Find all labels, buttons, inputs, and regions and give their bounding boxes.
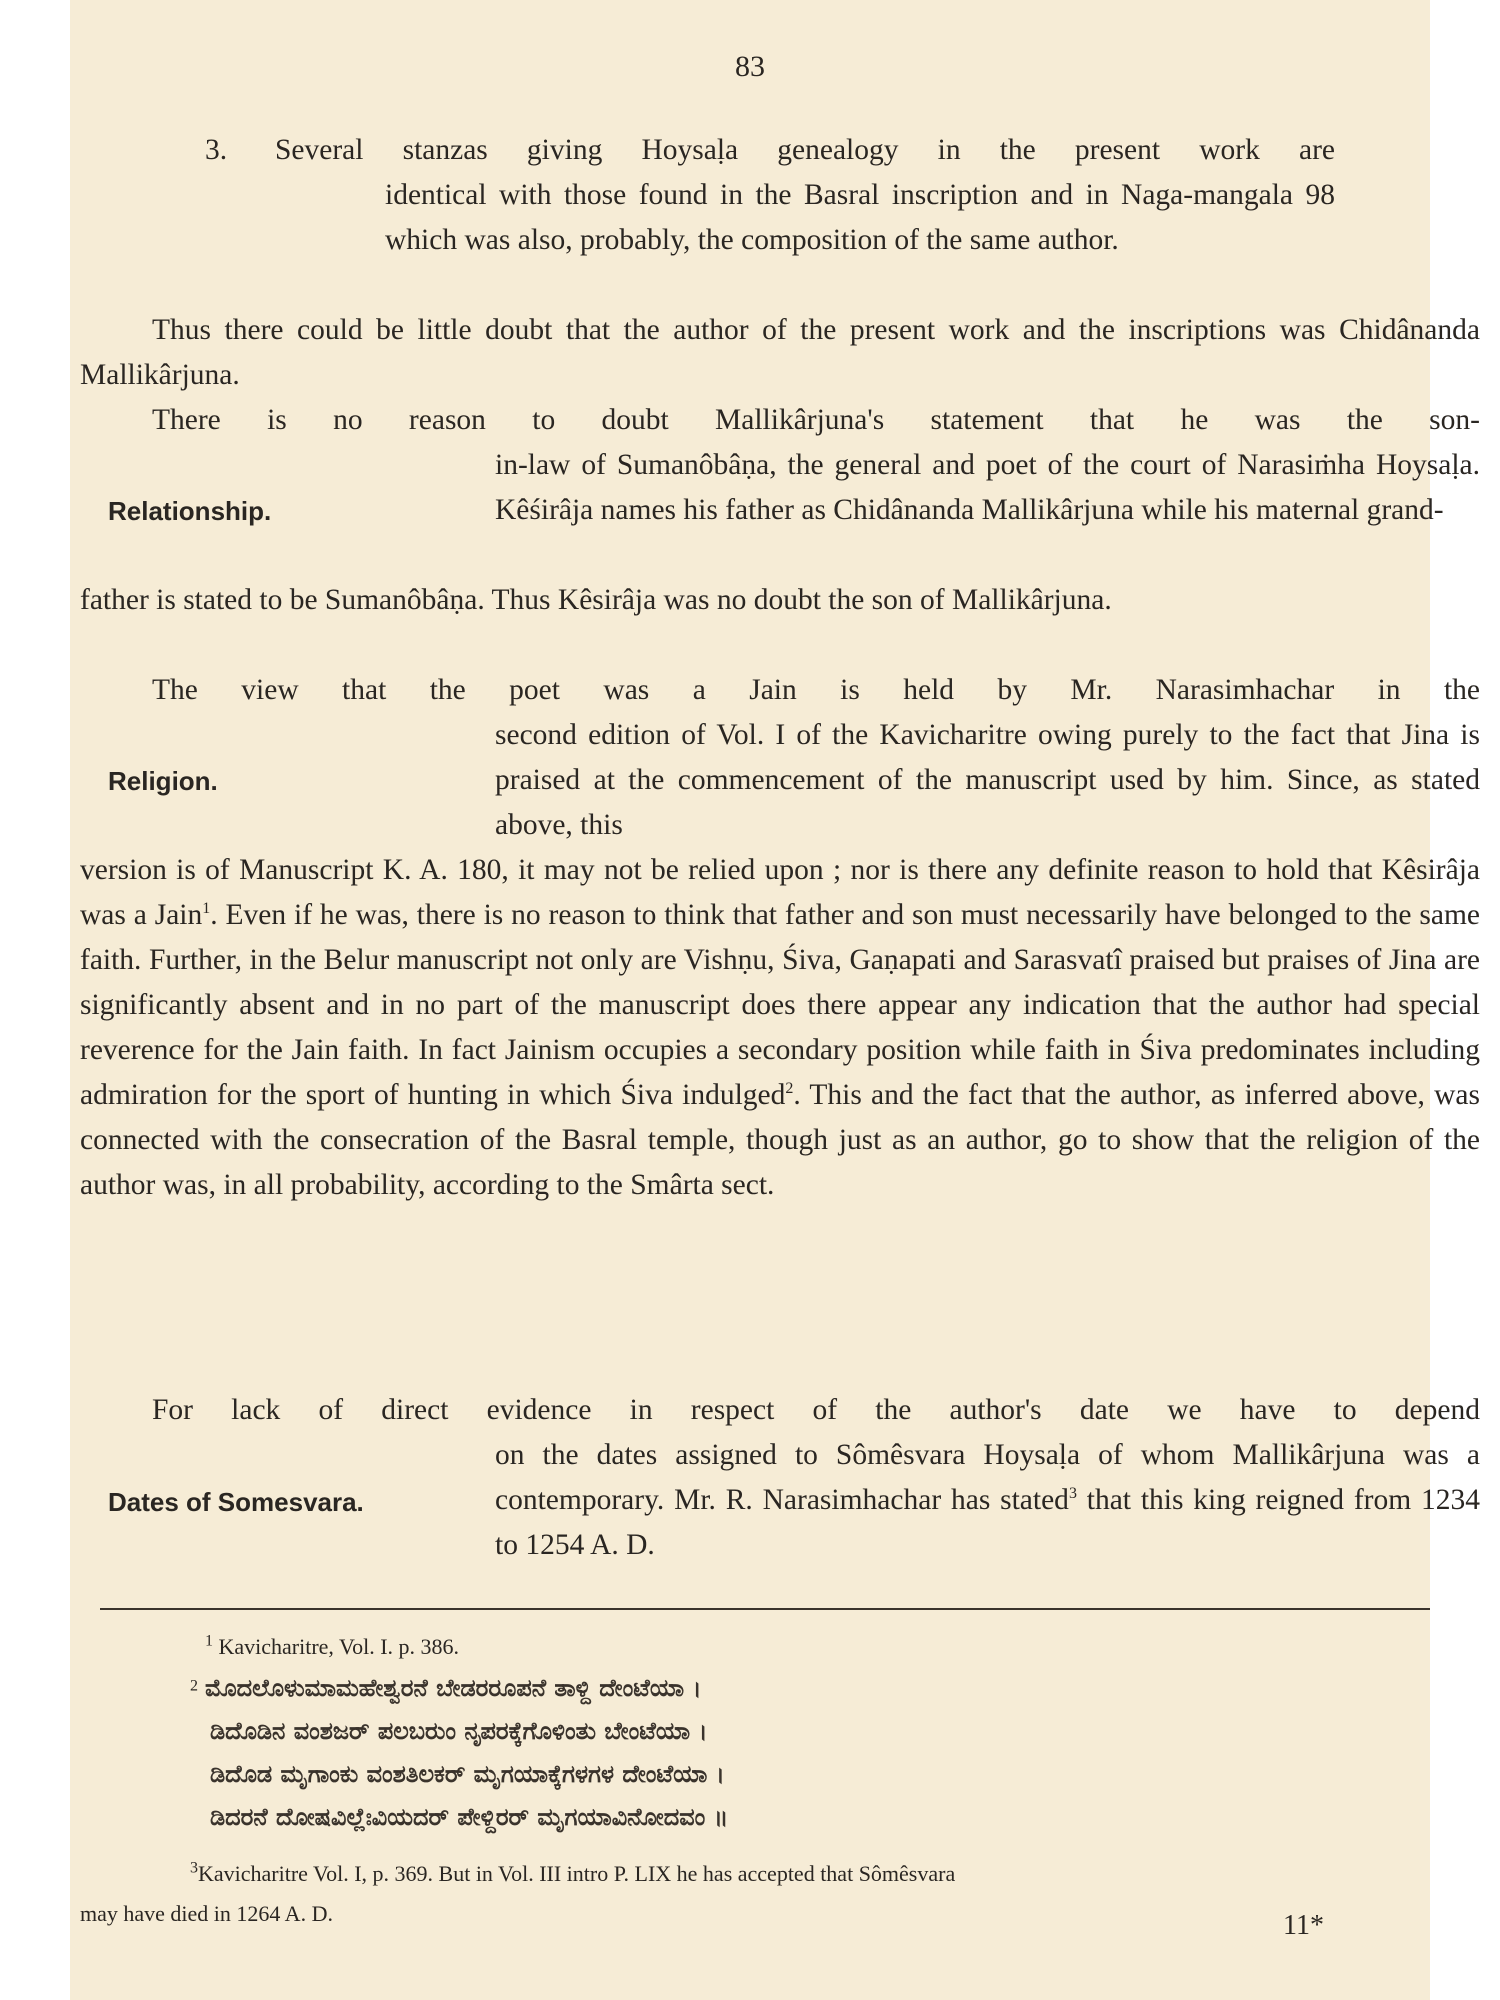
religion-narrow: second edition of Vol. I of the Kavicharitre owing purely to the fact that Jina is praised at the commencement of the manuscript used by him. Since, as stated above, this [495, 719, 1480, 841]
signature-mark: 11* [1283, 1910, 1324, 1941]
item-first-line: Several stanzas giving Hoysaḷa genealogy in the present work are [275, 134, 1335, 166]
kannada-verse-line-2: ಡಿದೊಡಿನ ವಂಶಜರ್ ಪಲಬರುಂ ನೃಪರಕ್ಕೆಗೊಳಿಂತು ಬೇಂಟೆಯಾ । [210, 1717, 708, 1745]
sidenote-relationship: Relationship. [108, 496, 272, 526]
footnote-ref-3[interactable]: 3 [1068, 1485, 1077, 1503]
relationship-narrow: in-law of Sumanôbâṇa, the general and poet of the court of Narasiṁha Hoysaḷa. Kêśirâja names his father as Chidânanda Mallikârjuna while his maternal grand- [495, 449, 1480, 526]
religion-tail: version is of Manuscript K. A. 180, it may not be relied upon ; nor is there any definite reason to hold that Kêsirâja was a Jain$^1$. Even if he was, there is no reason to think that father and son must necessarily have belonged to the same faith. Further, in the Belur manuscript not only are Vishṇu, Śiva, Gaṇapati and Sarasvatî praised but praises of Jina are significantly absent and in no part of the manuscript does there appear any indication that the author had special reverence for the Jain faith. In fact Jainism occupies a secondary position while faith in Śiva predominates including admiration for the sport of hunting in which Śiva indulged$^2$. This and the fact that the author, as inferred above, was connected with the consecration of the Basral temple, though just as an author, go to show that the religion of the author was, in all probability, according to the Smârta sect. [80, 854, 1481, 1201]
footnote-3: $^3$Kavicharitre Vol. I, p. 369. But in Vol. III intro P. LIX he has accepted that Sômêsvara [190, 1859, 956, 1886]
footnote-ref-2[interactable]: 2 [785, 1080, 794, 1098]
relationship-lead: There is no reason to doubt Mallikârjuna's statement that he was the son- [152, 404, 1480, 436]
item-continuation: identical with those found in the Basral inscription and in Naga-mangala 98 which was also, probably, the composition of the same author. [385, 179, 1335, 256]
footnote-ref-1[interactable]: 1 [202, 900, 211, 918]
kannada-verse-line-4: ಡಿದರನೆ ದೋಷವಿಲ್ಲೆಃವಿಯದರ್ ಪೇಳ್ದಿರರ್ ಮೃಗಯಾವಿನೋದವಂ ॥ [210, 1803, 729, 1831]
footnote-3-continued: may have died in 1264 A. D. [80, 1901, 333, 1926]
kannada-verse-line-3: ಡಿದೊಡ ಮೃಗಾಂಕು ವಂಶತಿಲಕರ್ ಮೃಗಯಾಕ್ಕೆಗಳಗಳ ದೇಂಟೆಯಾ । [210, 1760, 725, 1788]
dates-narrow: on the dates assigned to Sômêsvara Hoysaḷa of whom Mallikârjuna was a contemporary. Mr. R. Narasimhachar has stated$^3$ that this king reigned from 1234 to 1254 A. D. [495, 1439, 1480, 1561]
page-number: 83 [735, 50, 765, 83]
document-page [70, 0, 1481, 2000]
sidenote-dates-of-somesvara: Dates of Somesvara. [108, 1487, 364, 1517]
dates-lead: For lack of direct evidence in respect of the author's date we have to depend [152, 1394, 1480, 1426]
paragraph-thus: Thus there could be little doubt that the author of the present work and the inscriptions was Chidânanda Mallikârjuna. [80, 314, 1480, 391]
footnote-divider [100, 1608, 1430, 1610]
item-number: 3. [205, 134, 228, 166]
relationship-tail: father is stated to be Sumanôbâṇa. Thus Kêsirâja was no doubt the son of Mallikârjuna. [80, 584, 1112, 616]
religion-lead: The view that the poet was a Jain is held by Mr. Narasimhachar in the [152, 674, 1480, 706]
numbered-item-3 [205, 128, 1335, 263]
footnote-2-mark: 2 [190, 1677, 198, 1695]
kannada-verse-line-1: ಮೊದಲೊಳುಮಾಮಹೇಶ್ವರನೆ ಬೇಡರರೂಪನೆ ತಾಳ್ದಿ ದೇಂಟೆಯಾ । [205, 1674, 702, 1702]
footnote-1: $^1$ Kavicharitre, Vol. I. p. 386. [205, 1632, 460, 1659]
sidenote-religion: Religion. [108, 766, 218, 796]
